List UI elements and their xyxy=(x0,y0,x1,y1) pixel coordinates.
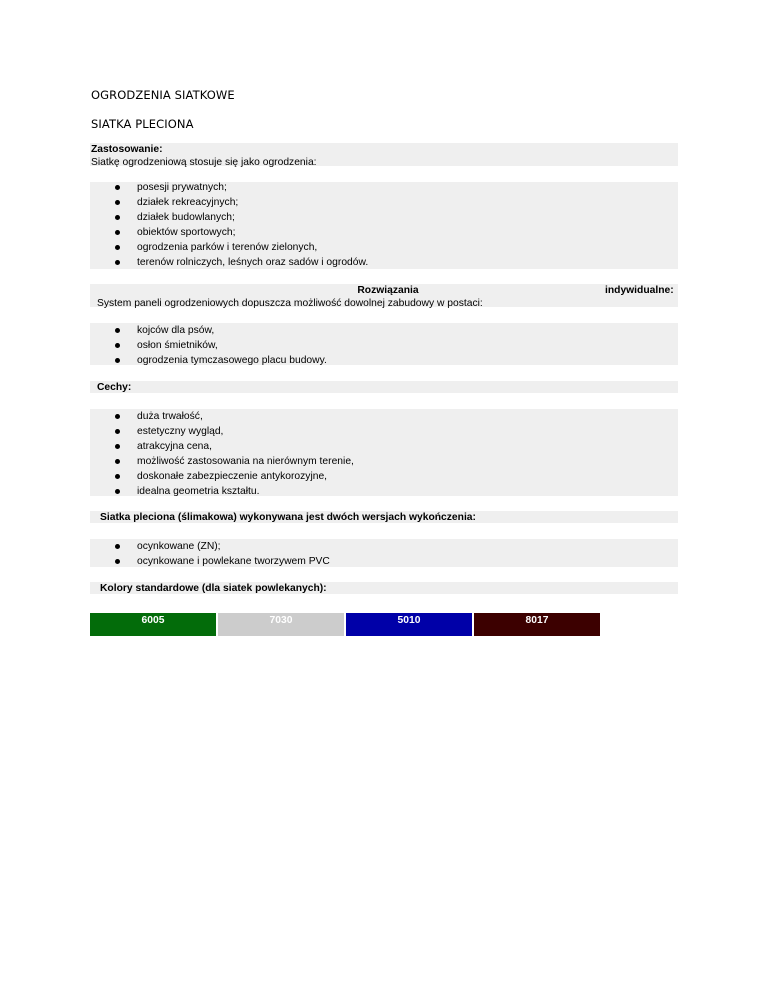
zastosowanie-list xyxy=(90,180,678,270)
cechy-label: Cechy: xyxy=(97,382,132,393)
list-item: posesji prywatnych; xyxy=(90,180,678,195)
wersje-list xyxy=(90,539,678,569)
list-item: osłon śmietników, xyxy=(90,338,678,353)
list-item: możliwość zastosowania na nierównym terenie, xyxy=(90,454,678,469)
rozwiazania-list xyxy=(90,323,678,368)
list-item: kojców dla psów, xyxy=(90,323,678,338)
kolory-band xyxy=(90,582,678,594)
list-item: terenów rolniczych, leśnych oraz sadów i ogrodów. xyxy=(90,255,678,270)
wersje-band xyxy=(90,511,678,523)
list-item: ocynkowane (ZN); xyxy=(90,539,678,554)
kolory-label: Kolory standardowe (dla siatek powlekanych): xyxy=(100,583,327,594)
wersje-list-band xyxy=(90,539,678,567)
list-item: obiektów sportowych; xyxy=(90,225,678,240)
list-item: działek budowlanych; xyxy=(90,210,678,225)
zastosowanie-intro: Siatkę ogrodzeniową stosuje się jako ogrodzenia: xyxy=(91,157,317,168)
cechy-band xyxy=(90,381,678,393)
zastosowanie-list-band xyxy=(90,182,678,269)
rozwiazania-intro: System paneli ogrodzeniowych dopuszcza możliwość dowolnej zabudowy w postaci: xyxy=(97,298,483,309)
list-item: ogrodzenia parków i terenów zielonych, xyxy=(90,240,678,255)
list-item: doskonałe zabezpieczenie antykorozyjne, xyxy=(90,469,678,484)
rozwiazania-list-band xyxy=(90,323,678,365)
list-item: duża trwałość, xyxy=(90,409,678,424)
list-item: działek rekreacyjnych; xyxy=(90,195,678,210)
list-item: ogrodzenia tymczasowego placu budowy. xyxy=(90,353,678,368)
wersje-label: Siatka pleciona (ślimakowa) wykonywana jest dwóch wersjach wykończenia: xyxy=(100,512,476,523)
zastosowanie-band xyxy=(90,143,678,166)
list-item: ocynkowane i powlekane tworzywem PVC xyxy=(90,554,678,569)
rozwiazania-label: Rozwiązania xyxy=(357,285,419,296)
heading-ogrodzenia-siatkowe: OGRODZENIA SIATKOWE xyxy=(91,88,235,102)
cechy-list-band xyxy=(90,409,678,496)
list-item: estetyczny wygląd, xyxy=(90,424,678,439)
rozwiazania-band xyxy=(90,284,678,307)
color-swatch-8017: 8017 xyxy=(474,613,600,636)
zastosowanie-label: Zastosowanie: xyxy=(91,144,163,155)
heading-siatka-pleciona: SIATKA PLECIONA xyxy=(91,117,194,131)
list-item: atrakcyjna cena, xyxy=(90,439,678,454)
color-swatch-6005: 6005 xyxy=(90,613,216,636)
list-item: idealna geometria kształtu. xyxy=(90,484,678,499)
color-swatches xyxy=(90,613,600,636)
color-swatch-7030: 7030 xyxy=(218,613,344,636)
color-swatch-5010: 5010 xyxy=(346,613,472,636)
rozwiazania-label-right: indywidualne: xyxy=(605,285,674,296)
cechy-list xyxy=(90,409,678,499)
